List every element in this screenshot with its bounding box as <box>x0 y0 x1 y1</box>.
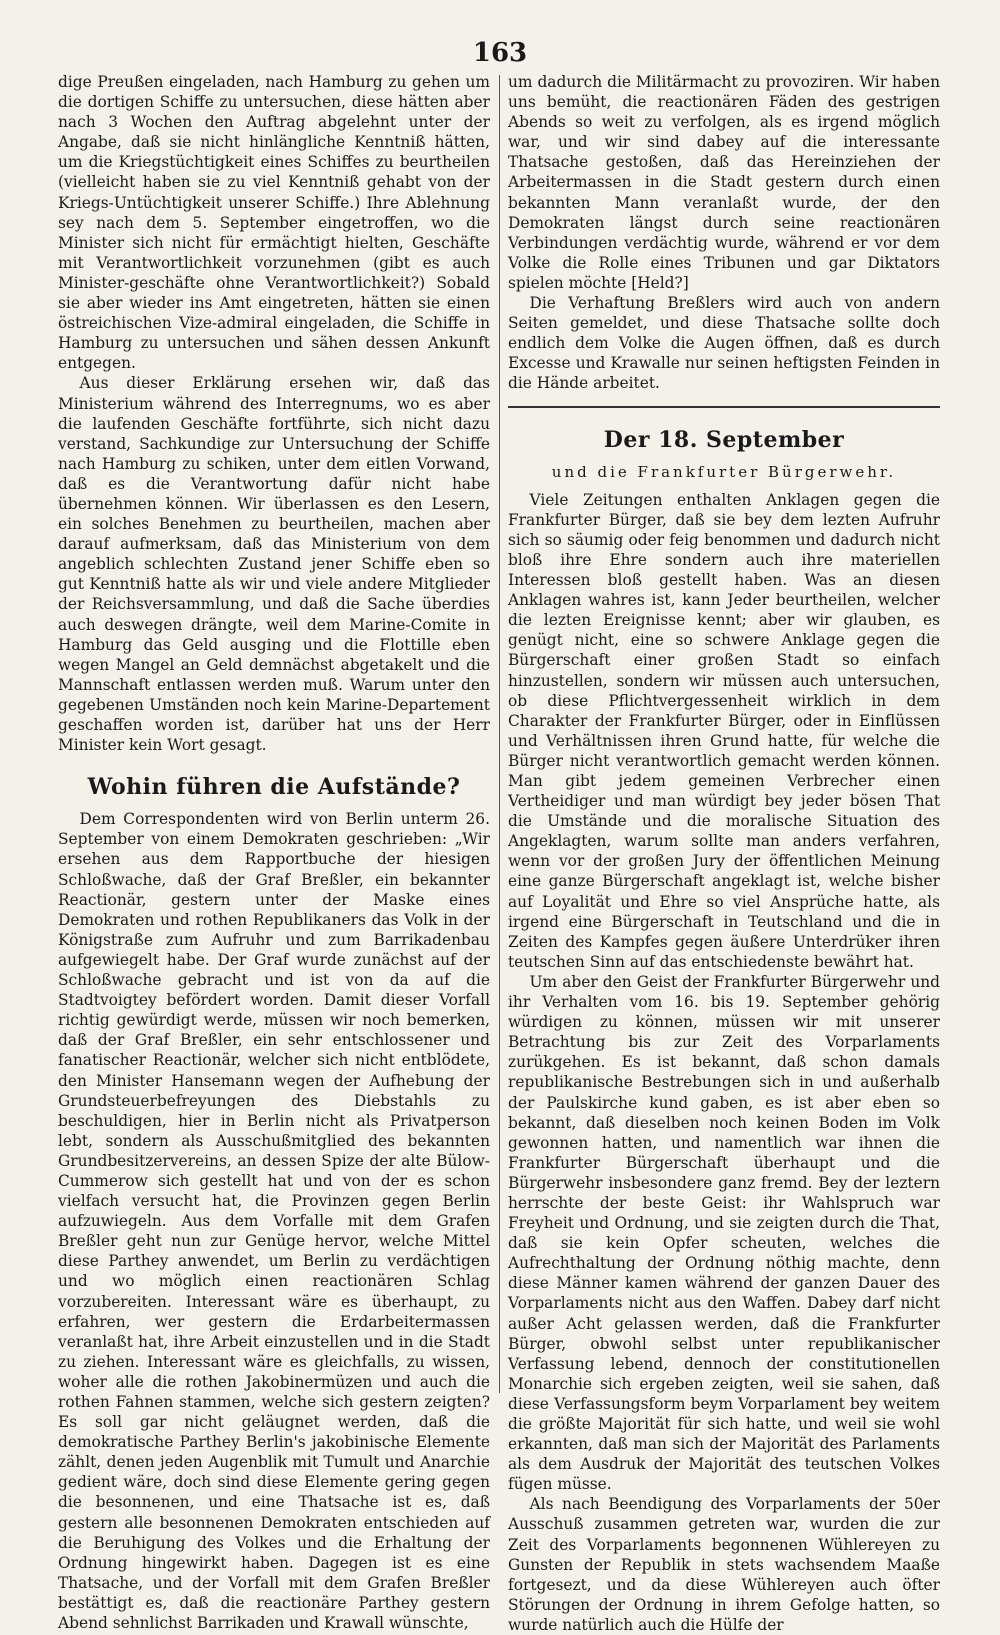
article-heading-aufstaende: Wohin führen die Aufstände? <box>87 774 461 801</box>
left-paragraph-1: dige Preußen eingeladen, nach Hamburg zu gehen um die dortigen Schiffe zu untersuchen, diese hätten aber nach 3 Wochen den Auftrag abgelehnt unter der Angabe, daß sie nicht hinlängliche Kenntniß hätten, um die Kriegstüchtigkeit eines Schiffes zu beurtheilen (vielleicht haben sie zu viel Kenntniß gehabt von der Kriegs-Untüchtigkeit unserer Schiffe.) Ihre Ablehnung sey nach dem 5. September eingetroffen, wo die Minister sich nicht für ermächtigt hielten, Geschäfte mit Verantwortlichkeit vorzunehmen (gibt es auch Minister-geschäfte ohne Verantwortlichkeit?) Sobald sie aber wieder ins Amt eingetreten, hätten sie einen östreichischen Vize-admiral eingeladen, die Schiffe in Hamburg zu untersuchen und sähen dessen Ankunft entgegen. <box>58 73 490 373</box>
right-column <box>508 72 940 1635</box>
section-rule <box>508 406 940 408</box>
right-paragraph-3: Viele Zeitungen enthalten Anklagen gegen die Frankfurter Bürger, daß sie bey dem lezten Aufruhr sich so säumig oder feig benommen und dadurch nicht bloß ihre Ehre sondern auch ihre materiellen Interessen bloß gestellt haben. Was an diesen Anklagen wahres ist, kann Jeder beurtheilen, welcher die lezten Ereignisse kennt; aber wir glauben, es genügt nicht, eine so schwere Anklage gegen die Bürgerschaft einer großen Stadt so einfach hinzustellen, sondern wir müssen auch untersuchen, ob diese Pflichtvergessenheit wirklich in dem Charakter der Frankfurter Bürger, oder in Einflüssen und Verhältnissen ihren Grund hatte, für welche die Bürger nicht verantwortlich gemacht werden können. Man gibt jedem gemeinen Verbrecher einen Vertheidiger und man würdigt bey jeder bösen That die Umstände und die moralische Situation des Angeklagten, warum sollte man anders verfahren, wenn vor der großen Jury der öffentlichen Meinung eine ganze Bürgerschaft angeklagt ist, welche bisher auf Loyalität und Ehre so viel Ansprüche hatte, als irgend eine Bürgerschaft in Teutschland und die in Zeiten des Kampfes gegen äußere Unterdrüker ihren teutschen Sinn auf das entschiedenste bewährt hat. <box>508 490 940 971</box>
right-paragraph-2: Die Verhaftung Breßlers wird auch von andern Seiten gemeldet, und diese Thatsache sollte doch endlich dem Volke die Augen öffnen, daß es durch Excesse und Krawalle nur seinen heftigsten Feinden in die Hände arbeitet. <box>508 294 940 393</box>
left-column <box>58 72 490 1633</box>
left-paragraph-2: Aus dieser Erklärung ersehen wir, daß das Ministerium während des Interregnums, wo es aber die laufenden Geschäfte fortführte, sich nicht dazu verstand, Sachkundige zur Untersuchung der Schiffe nach Hamburg zu schiken, unter dem eitlen Vorwand, daß es die Verantwortung dafür nicht habe übernehmen können. Wir überlassen es den Lesern, ein solches Benehmen zu beurtheilen, machen aber darauf aufmerksam, daß das Ministerium von dem angeblich schlechten Zustand jener Schiffe eben so gut Kenntniß hatte als wir und viele andere Mitglieder der Reichsversammlung, und daß die Sache überdies auch deswegen drängte, weil dem Marine-Comite in Hamburg das Geld ausging und die Flottille eben wegen Mangel an Geld demnächst abgetakelt und die Mannschaft entlassen werden muß. Warum unter den gegebenen Umständen noch kein Marine-Departement geschaffen worden ist, darüber hat uns der Herr Minister kein Wort gesagt. <box>58 374 490 755</box>
right-paragraph-5: Als nach Beendigung des Vorparlaments der 50er Ausschuß zusammen getreten war, wurden die zur Zeit des Vorparlaments begonnenen Wühlereyen zu Gunsten der Republik in stets wachsendem Maaße fortgesezt, und da diese Wühlereyen auch öfter Störungen der Ordnung in ihrem Gefolge hatten, so wurde natürlich auch die Hülfe der <box>508 1495 940 1634</box>
page-number: 163 <box>472 38 528 68</box>
article-subheading: und die Frankfurter Bürgerwehr. <box>551 462 897 481</box>
left-paragraph-3: Dem Correspondenten wird von Berlin unterm 26. September von einem Demokraten geschrieben: „Wir ersehen aus dem Rapportbuche der hiesigen Schloßwache, daß der Graf Breßler, ein bekannter Reactionär, gestern unter der Maske eines Demokraten und rothen Republikaners das Volk in der Königstraße zum Aufruhr und zum Barrikadenbau aufgewiegelt habe. Der Graf wurde zunächst auf der Schloßwache gebracht und ist von da auf die Stadtvoigtey befördert worden. Damit dieser Vorfall richtig gewürdigt werde, müssen wir noch bemerken, daß der Graf Breßler, ein sehr entschlossener und fanatischer Reactionär, welcher sich nicht entblödete, den Minister Hansemann wegen der Aufhebung der Grundsteuerbefreyungen des Diebstahls zu beschuldigen, hier in Berlin nicht als Privatperson lebt, sondern als Ausschußmitglied des bekannten Grundbesitzervereins, an dessen Spize der alte Bülow-Cummerow sich gestellt hat und von der es schon vielfach versucht hat, die Provinzen gegen Berlin aufzuwiegeln. Aus dem Vorfalle mit dem Grafen Breßler geht nun zur Genüge hervor, welche Mittel diese Parthey anwendet, um Berlin zu verdächtigen und wo möglich einen reactionären Schlag vorzubereiten. Interessant wäre es überhaupt, zu erfahren, wer gestern die Erdarbeitermassen veranlaßt hat, ihre Arbeit einzustellen und in die Stadt zu ziehen. Interessant wäre es gleichfalls, zu wissen, woher alle die rothen Jakobinermüzen und auch die rothen Fahnen stammen, welche sich gestern zeigten? Es soll gar nicht geläugnet werden, daß die demokratische Parthey Berlin's jakobinische Elemente zählt, denen jeden Augenblik mit Tumult und Anarchie gedient wäre, doch sind diese Elemente gering gegen die besonnenen, und eine Thatsache ist es, daß gestern alle besonnenen Demokraten entschieden auf die Beruhigung des Volkes und die Erhaltung der Ordnung hingewirkt haben. Dagegen ist es eine Thatsache, und der Vorfall mit dem Grafen Breßler bestättigt es, daß die reactionäre Parthey gestern Abend sehnlichst Barrikaden und Krawall wünschte, <box>58 810 490 1633</box>
article-heading-september: Der 18. September <box>603 426 845 453</box>
column-divider <box>499 75 500 1393</box>
right-paragraph-4: Um aber den Geist der Frankfurter Bürgerwehr und ihr Verhalten vom 16. bis 19. September gehörig würdigen zu können, müssen wir mit unserer Betrachtung bis zur Zeit des Vorparlaments zurükgehen. Es ist bekannt, daß schon damals republikanische Bestrebungen sich in und außerhalb der Paulskirche kund gaben, es ist aber eben so bekannt, daß dieselben noch keinen Boden im Volk gewonnen hatten, und namentlich war ihnen die Frankfurter Bürgerschaft überhaupt und die Bürgerwehr insbesondere ganz fremd. Bey der leztern herrschte der beste Geist: ihr Wahlspruch war Freyheit und Ordnung, und sie zeigten durch die That, daß sie kein Opfer scheuten, welches die Aufrechthaltung der Ordnung nöthig machte, denn diese Männer kamen während der ganzen Dauer des Vorparlaments nicht aus den Waffen. Dabey darf nicht außer Acht gelassen werden, daß die Frankfurter Bürger, obwohl selbst unter republikanischer Verfassung lebend, dennoch der constitutionellen Monarchie sich ergeben zeigten, weil sie sahen, daß diese Verfassungsform beym Vorparlament bey weitem die größte Majorität für sich hatte, und weil sie wohl erkannten, daß man sich der Majorität des Parlaments als dem Ausdruk der Majorität des teutschen Volkes fügen müsse. <box>508 972 940 1494</box>
right-paragraph-1: um dadurch die Militärmacht zu provoziren. Wir haben uns bemüht, die reactionären Fäden des gestrigen Abends so weit zu verfolgen, als es irgend möglich war, und wir sind dabey auf die interessante Thatsache gestoßen, daß das Hereinziehen der Arbeitermassen in die Stadt gestern durch einen bekannten Mann veranlaßt wurde, der den Demokraten längst durch seine reactionären Verbindungen verdächtig wurde, während er vor dem Volke die Rolle eines Tribunen und gar Diktators spielen möchte [Held?] <box>508 73 940 292</box>
